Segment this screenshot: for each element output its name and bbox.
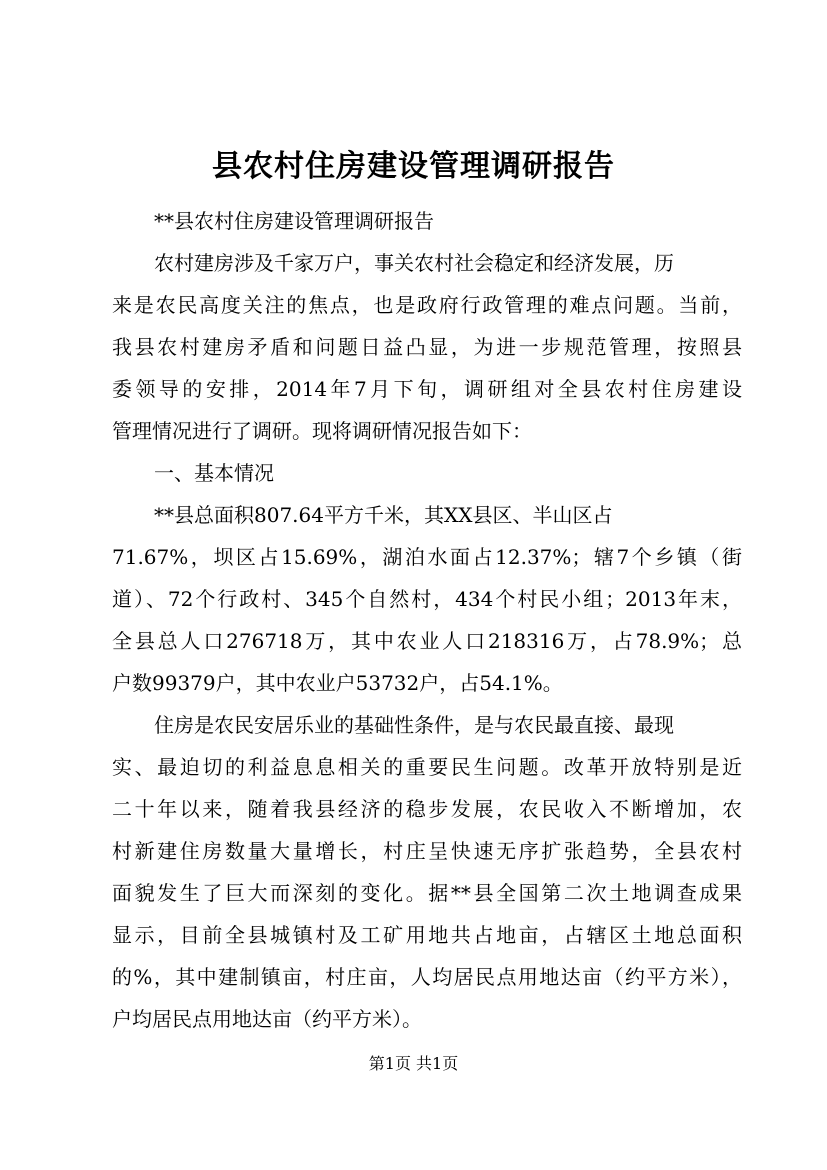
- paragraph-line: 全县总人口276718万，其中农业人口218316万，占78.9%；总: [112, 629, 742, 653]
- paragraph-line: 显示，目前全县城镇村及工矿用地共占地亩，占辖区土地总面积: [112, 923, 742, 947]
- paragraph-line: 面貌发生了巨大而深刻的变化。据**县全国第二次土地调查成果: [112, 881, 742, 905]
- paragraph-line: **县总面积807.64平方千米，其XX县区、半山区占: [154, 503, 613, 527]
- paragraph-line: 71.67%，坝区占15.69%，湖泊水面占12.37%；辖7个乡镇（街: [112, 545, 742, 569]
- paragraph-line: 的%，其中建制镇亩，村庄亩，人均居民点用地达亩（约平方米），: [112, 965, 742, 989]
- subtitle-line: **县农村住房建设管理调研报告: [154, 209, 434, 233]
- paragraph-line: 管理情况进行了调研。现将调研情况报告如下：: [112, 419, 532, 443]
- paragraph-line: 实、最迫切的利益息息相关的重要民生问题。改革开放特别是近: [112, 755, 742, 779]
- document-title: 县农村住房建设管理调研报告: [212, 149, 615, 184]
- paragraph-line: 委领导的安排，2014年7月下旬，调研组对全县农村住房建设: [112, 377, 742, 401]
- paragraph-line: 村新建住房数量大量增长，村庄呈快速无序扩张趋势，全县农村: [112, 839, 742, 863]
- paragraph-line: 我县农村建房矛盾和问题日益凸显，为进一步规范管理，按照县: [112, 335, 742, 359]
- paragraph-line: 户均居民点用地达亩（约平方米）。: [112, 1007, 422, 1031]
- paragraph-line: 农村建房涉及千家万户，事关农村社会稳定和经济发展，历: [154, 251, 674, 275]
- paragraph-line: 住房是农民安居乐业的基础性条件，是与农民最直接、最现: [154, 713, 674, 737]
- document-body: [112, 200, 742, 1040]
- paragraph-line: 户数99379户，其中农业户53732户，占54.1%。: [112, 671, 563, 695]
- paragraph-line: 来是农民高度关注的焦点，也是政府行政管理的难点问题。当前，: [112, 293, 742, 317]
- paragraph-line: 道）、72个行政村、345个自然村，434个村民小组；2013年末，: [112, 587, 742, 611]
- page-footer: 第1页 共1页: [368, 1054, 459, 1073]
- section-heading: 一、基本情况: [154, 461, 274, 485]
- paragraph-line: 二十年以来，随着我县经济的稳步发展，农民收入不断增加，农: [112, 797, 742, 821]
